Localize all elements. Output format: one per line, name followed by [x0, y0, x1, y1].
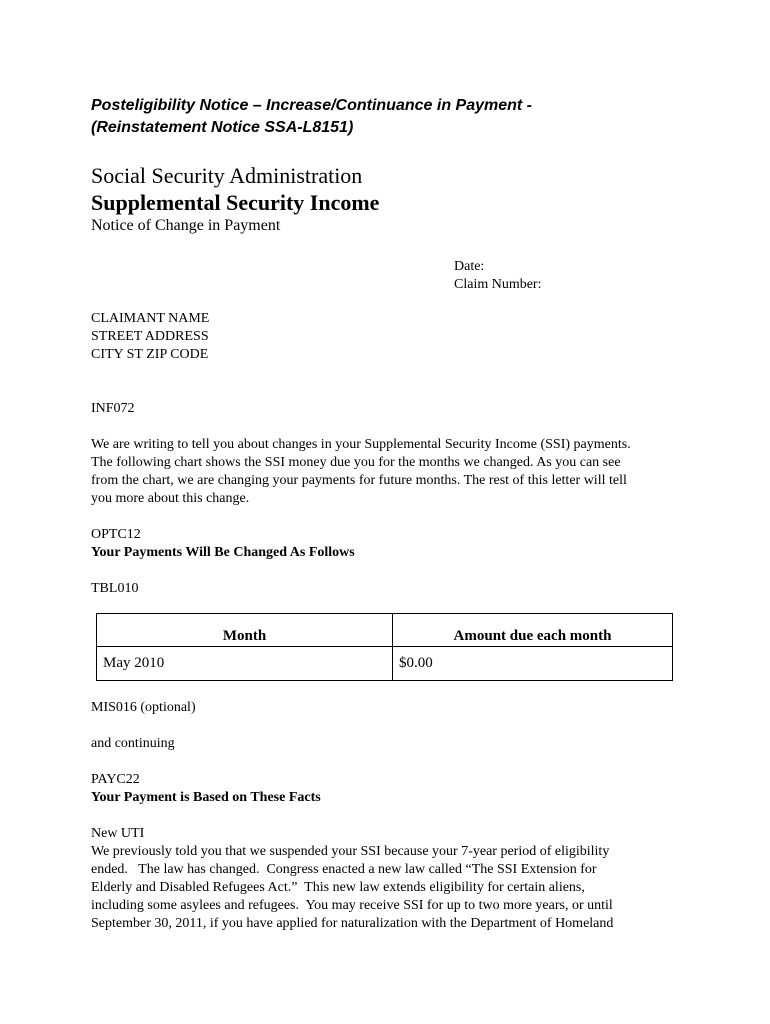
street-address: STREET ADDRESS [91, 329, 209, 344]
code-mis: MIS016 (optional) [91, 700, 196, 715]
payment-facts-heading: Your Payment is Based on These Facts [91, 790, 321, 805]
date-label: Date: [454, 259, 485, 274]
notice-subtitle: Notice of Change in Payment [91, 217, 281, 234]
column-header-month: Month [97, 614, 393, 647]
program-name: Supplemental Security Income [91, 190, 380, 215]
payments-changed-heading: Your Payments Will Be Changed As Follows [91, 545, 355, 560]
code-payc: PAYC22 [91, 772, 140, 787]
uti-line: ended. The law has changed. Congress enacted a new law called “The SSI Extension for [91, 862, 597, 877]
claimant-address [91, 310, 209, 364]
agency-name: Social Security Administration [91, 163, 363, 188]
intro-line: We are writing to tell you about changes in your Supplemental Security Income (SSI) payments. [91, 437, 631, 452]
notice-meta [454, 258, 542, 294]
code-uti: New UTI [91, 826, 145, 841]
uti-line: September 30, 2011, if you have applied for naturalization with the Department of Homeland [91, 916, 614, 931]
table-row [97, 647, 673, 681]
claimant-name: CLAIMANT NAME [91, 311, 210, 326]
intro-line: The following chart shows the SSI money due you for the months we changed. As you can see [91, 455, 621, 470]
notice-title-line-2: (Reinstatement Notice SSA-L8151) [91, 119, 354, 136]
table-header-row [97, 614, 673, 647]
uti-line: Elderly and Disabled Refugees Act.” This new law extends eligibility for certain aliens, [91, 880, 585, 895]
claim-number-label: Claim Number: [454, 277, 542, 292]
payment-table [96, 613, 673, 681]
cell-month: May 2010 [97, 647, 393, 681]
city-state-zip: CITY ST ZIP CODE [91, 347, 209, 362]
and-continuing-text: and continuing [91, 736, 175, 751]
code-inf: INF072 [91, 401, 135, 416]
uti-line: We previously told you that we suspended your SSI because your 7-year period of eligibility [91, 844, 610, 859]
uti-paragraph [91, 843, 691, 933]
code-tbl: TBL010 [91, 581, 139, 596]
intro-paragraph [91, 436, 691, 508]
cell-amount: $0.00 [393, 647, 673, 681]
code-optc: OPTC12 [91, 527, 141, 542]
intro-line: from the chart, we are changing your payments for future months. The rest of this letter will tell [91, 473, 627, 488]
notice-title [91, 95, 532, 139]
intro-line: you more about this change. [91, 491, 250, 506]
uti-line: including some asylees and refugees. You may receive SSI for up to two more years, or until [91, 898, 613, 913]
column-header-amount: Amount due each month [393, 614, 673, 647]
notice-title-line-1: Posteligibility Notice – Increase/Continuance in Payment - [91, 97, 532, 114]
